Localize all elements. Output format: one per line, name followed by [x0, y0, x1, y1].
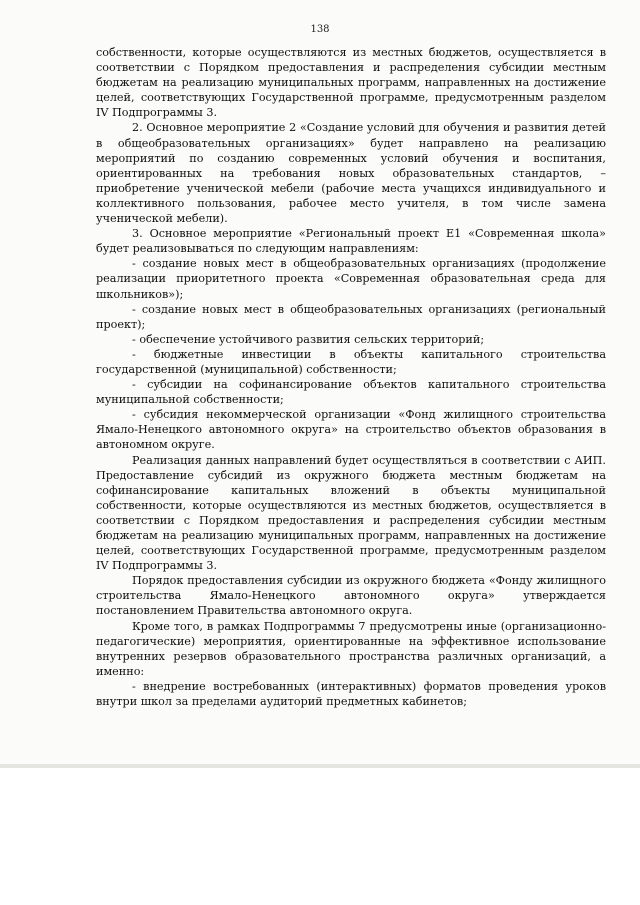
- list-item: - внедрение востребованных (интерактивных) форматов проведения уроков внутри школ за пределами аудиторий предметных кабинетов;: [96, 679, 606, 709]
- list-item: - создание новых мест в общеобразовательных организациях (продолжение реализации приоритетного проекта «Современная образовательная среда для школьников»);: [96, 257, 606, 301]
- list-item: - обеспечение устойчивого развития сельских территорий;: [132, 332, 485, 346]
- paragraph-measure-2: 2. Основное мероприятие 2 «Создание условий для обучения и развития детей в общеобразовательных организациях» будет направлено на реализацию мероприятий по созданию современных условий обучения и воспитания, ориентированных на требования новых образовательных стандартов, – приобретение ученической мебели (рабочие места учащихся индивидуального и коллективного пользования, рабочее место учителя, в том числе замена ученической мебели).: [96, 121, 606, 226]
- scan-edge: [0, 764, 640, 768]
- page-number: 138: [310, 24, 330, 35]
- body-text: [96, 45, 606, 709]
- paragraph-aip: Реализация данных направлений будет осуществляться в соответствии с АИП. Предоставление субсидий из окружного бюджета местным бюджетам на софинансирование капитальных вложений в объекты муниципальной собственности, которые осуществляются из местных бюджетов, осуществляется в соответствии с Порядком предоставления и распределения субсидии местным бюджетам на реализацию муниципальных программ, направленных на достижение целей, соответствующих Государственной программе, предусмотренным разделом IV Подпрограммы 3.: [96, 453, 606, 573]
- list-item: - субсидии на софинансирование объектов капитального строительства муниципальной собственности;: [96, 378, 606, 407]
- list-item: - субсидия некоммерческой организации «Фонд жилищного строительства Ямало-Ненецкого автономного округа» на строительство объектов образования в автономном округе.: [96, 408, 606, 452]
- list-item: - бюджетные инвестиции в объекты капитального строительства государственной (муниципальной) собственности;: [96, 347, 606, 376]
- paragraph-measure-3: 3. Основное мероприятие «Региональный проект Е1 «Современная школа» будет реализовываться по следующим направлениям:: [96, 227, 606, 256]
- paragraph-procedure: Порядок предоставления субсидии из окружного бюджета «Фонду жилищного строительства Ямало-Ненецкого автономного округа» утверждается постановлением Правительства автономного округа.: [96, 574, 606, 618]
- list-item: - создание новых мест в общеобразовательных организациях (региональный проект);: [96, 302, 606, 331]
- paragraph-subprogram-7: Кроме того, в рамках Подпрограммы 7 предусмотрены иные (организационно-педагогические) мероприятия, ориентированные на эффективное использование внутренних резервов образовательного пространства различных организаций, а именно:: [96, 619, 606, 678]
- paragraph-continuation: собственности, которые осуществляются из местных бюджетов, осуществляется в соответствии с Порядком предоставления и распределения субсидии местным бюджетам на реализацию муниципальных программ, направленных на достижение целей, соответствующих Государственной программе, предусмотренным разделом IV Подпрограммы 3.: [96, 46, 606, 120]
